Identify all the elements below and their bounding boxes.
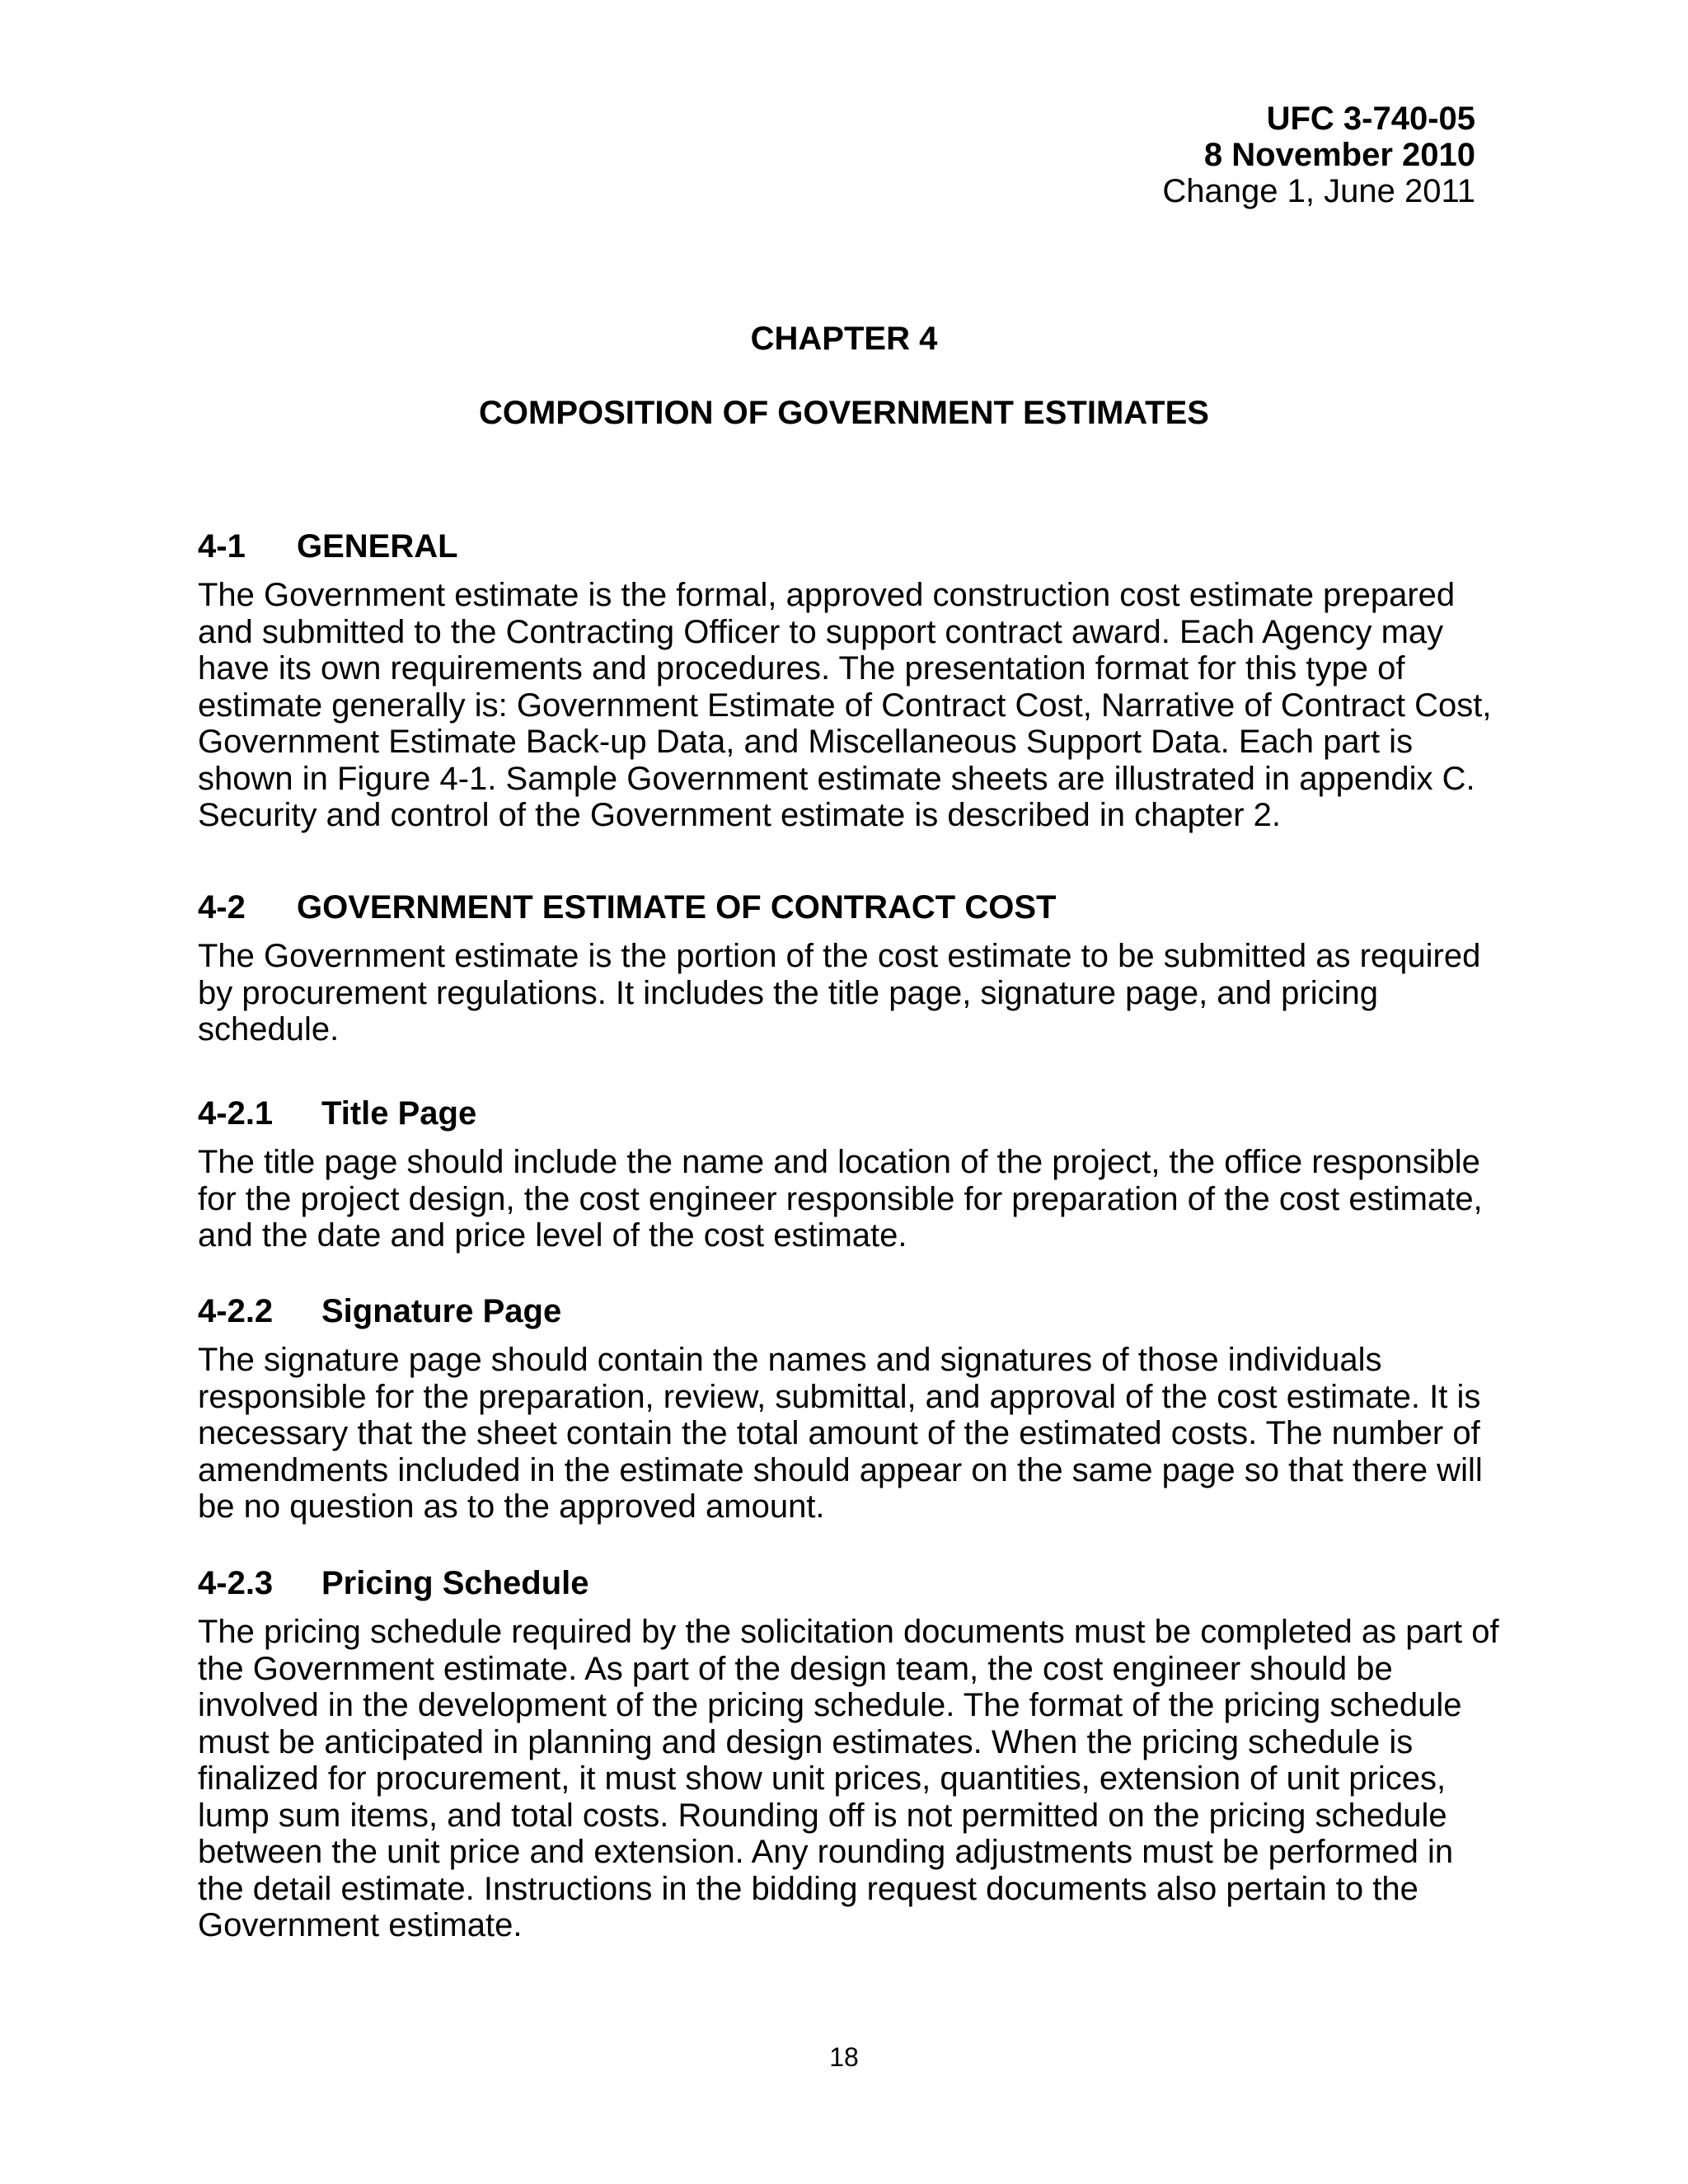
document-header bbox=[1162, 101, 1475, 209]
chapter-title: COMPOSITION OF GOVERNMENT ESTIMATES bbox=[479, 395, 1209, 431]
section-paragraph: The Government estimate is the formal, approved construction cost estimate prepared and submitted to the Contracting Officer to support contract award. Each Agency may have its own requirements and procedures. The presentation format for this type of estimate generally is: Government Estimate of Contract Cost, Narrative of Contract Cost, Government Estimate Back-up Data, and Miscellaneous Support Data. Each part is shown in Figure 4-1. Sample Government estimate sheets are illustrated in appendix C. Security and control of the Government estimate is described in chapter 2. bbox=[198, 577, 1492, 833]
section-4-2-2 bbox=[198, 1292, 1500, 1526]
document-id: UFC 3-740-05 bbox=[1266, 101, 1475, 137]
page-number: 18 bbox=[829, 2042, 859, 2072]
section-paragraph: The pricing schedule required by the solicitation documents must be completed as part of the Government estimate. As part of the design team, the cost engineer should be involved in the development of the pricing schedule. The format of the pricing schedule must be anticipated in planning and design estimates. When the pricing schedule is finalized for procurement, it must show unit prices, quantities, extension of unit prices, lump sum items, and total costs. Rounding off is not permitted on the pricing schedule between the unit price and extension. Any rounding adjustments must be performed in the detail estimate. Instructions in the bidding request documents also pertain to the Government estimate. bbox=[198, 1614, 1499, 1943]
section-number: 4-2.3 bbox=[198, 1565, 274, 1601]
section-4-1 bbox=[198, 527, 1500, 834]
section-paragraph: The title page should include the name and location of the project, the office responsible for the project design, the cost engineer responsible for preparation of the cost estimate, and the date and price level of the cost estimate. bbox=[198, 1144, 1483, 1254]
section-number: 4-2.1 bbox=[198, 1095, 274, 1132]
section-paragraph: The Government estimate is the portion of the cost estimate to be submitted as required by procurement regulations. It includes the title page, signature page, and pricing schedule. bbox=[198, 938, 1481, 1047]
section-4-2-1 bbox=[198, 1094, 1500, 1254]
section-heading bbox=[198, 527, 1500, 565]
section-paragraph: The signature page should contain the names and signatures of those individuals responsible for the preparation, review, submittal, and approval of the cost estimate. It is necessary that the sheet contain the total amount of the estimated costs. The number of amendments included in the estimate should appear on the same page so that there will be no question as to the approved amount. bbox=[198, 1342, 1483, 1525]
section-title: GOVERNMENT ESTIMATE OF CONTRACT COST bbox=[297, 889, 1057, 926]
document-date: 8 November 2010 bbox=[1203, 137, 1475, 173]
section-4-2-3 bbox=[198, 1564, 1500, 1944]
section-title: GENERAL bbox=[297, 528, 458, 565]
section-title: Signature Page bbox=[321, 1293, 562, 1329]
section-heading bbox=[198, 1564, 1500, 1602]
section-4-2 bbox=[198, 888, 1500, 1048]
change-notice: Change 1, June 2011 bbox=[1162, 173, 1475, 209]
section-title: Title Page bbox=[321, 1095, 477, 1132]
section-heading bbox=[198, 888, 1500, 926]
section-heading bbox=[198, 1094, 1500, 1132]
section-heading bbox=[198, 1292, 1500, 1330]
section-number: 4-2.2 bbox=[198, 1293, 274, 1329]
section-number: 4-2 bbox=[198, 889, 246, 926]
chapter-number: CHAPTER 4 bbox=[750, 321, 938, 357]
section-number: 4-1 bbox=[198, 528, 246, 565]
section-title: Pricing Schedule bbox=[321, 1565, 589, 1601]
